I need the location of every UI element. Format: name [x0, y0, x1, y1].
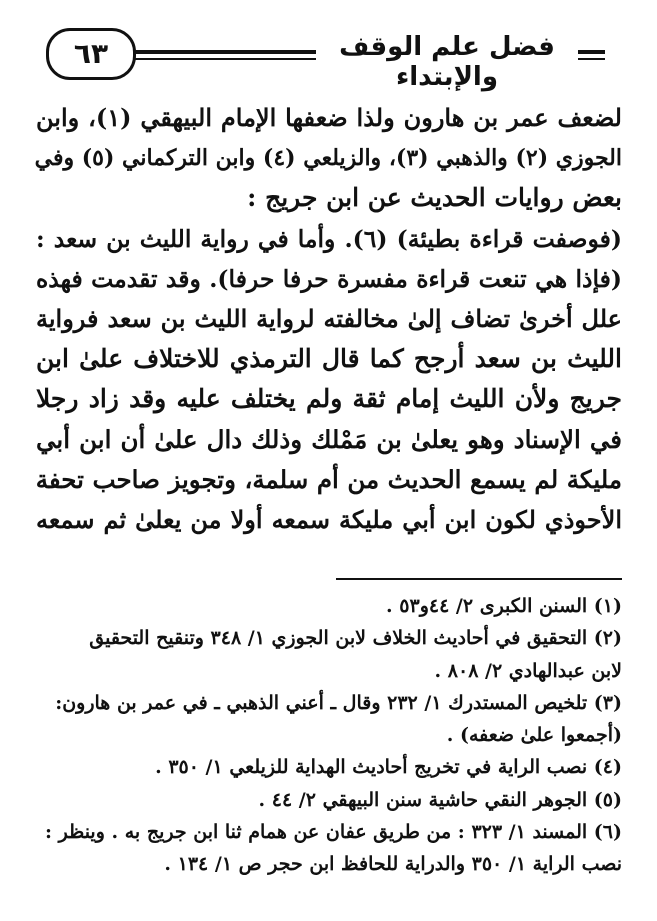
footnote-line: (٥) الجوهر النقي حاشية سنن البيهقي ٢/ ٤٤ . — [258, 788, 622, 811]
text-line: في الإسناد وهو يعلىٰ بن مَمْلك وذلك دال علىٰ أن ابن أبي — [36, 424, 622, 454]
footnote-line: لابن عبدالهادي ٢/ ٨٠٨ . — [434, 659, 622, 682]
header-rule — [134, 50, 316, 54]
header-rule — [578, 58, 605, 60]
text-line: الأحوذي لكون ابن أبي مليكة سمعه أولا من يعلىٰ ثم سمعه — [36, 504, 622, 534]
running-title: فضل علم الوقف والإبتداء — [339, 32, 555, 92]
footnote-line: (٣) تلخيص المستدرك ١/ ٢٣٢ وقال ـ أعني الذهبي ـ في عمر بن هارون: — [55, 691, 622, 714]
text-line: بعض روايات الحديث عن ابن جريج : — [247, 183, 622, 213]
footnote-line: (١) السنن الكبرى ٢/ ٤٤و٥٣ . — [386, 595, 622, 617]
footnote-line: (أجمعوا علىٰ ضعفه) . — [446, 724, 622, 747]
footnote-line: (٦) المسند ١/ ٣٢٣ : من طريق عفان عن همام ثنا ابن جريج به . وينظر : — [45, 821, 622, 844]
header-rule — [578, 50, 605, 54]
text-line: الجوزي (٢) والذهبي (٣)، والزيلعي (٤) وابن التركماني (٥) وفي — [34, 145, 622, 172]
text-line: علل أخرىٰ تضاف إلىٰ مخالفته لرواية الليث بن سعد فرواية — [36, 303, 622, 333]
text-line: لضعف عمر بن هارون ولذا ضعفها الإمام البيهقي (١)، وابن — [36, 103, 622, 132]
footnote-line: نصب الراية ١/ ٣٥٠ والدراية للحافظ ابن حجر ص ١/ ١٣٤ . — [164, 853, 622, 876]
page-number: ٦٣ — [46, 28, 136, 80]
footnotes — [36, 590, 622, 881]
text-line: (فوصفت قراءة بطيئة) (٦). وأما في رواية الليث بن سعد : — [36, 224, 623, 253]
footnote-line: (٢) التحقيق في أحاديث الخلاف لابن الجوزي ١/ ٣٤٨ وتنقيح التحقيق — [89, 627, 622, 650]
footnote-line: (٤) نصب الراية في تخريج أحاديث الهداية للزيلعي ١/ ٣٥٠ . — [155, 756, 622, 779]
text-line: مليكة لم يسمع الحديث من أم سلمة، وتجويز صاحب تحفة — [35, 464, 622, 494]
text-line: جريج ولأن الليث إمام ثقة ولم يختلف عليه وقد زاد رجلا — [36, 384, 622, 414]
text-line: (فإذا هي تنعت قراءة مفسرة حرفا حرفا). وقد تقدمت فهذه — [36, 264, 622, 293]
main-text — [36, 98, 622, 540]
text-line: الليث بن سعد أرجح كما قال الترمذي للاختلاف علىٰ ابن — [36, 344, 622, 374]
page-header — [30, 28, 605, 92]
header-rule — [134, 58, 316, 60]
footnote-separator — [336, 578, 622, 580]
